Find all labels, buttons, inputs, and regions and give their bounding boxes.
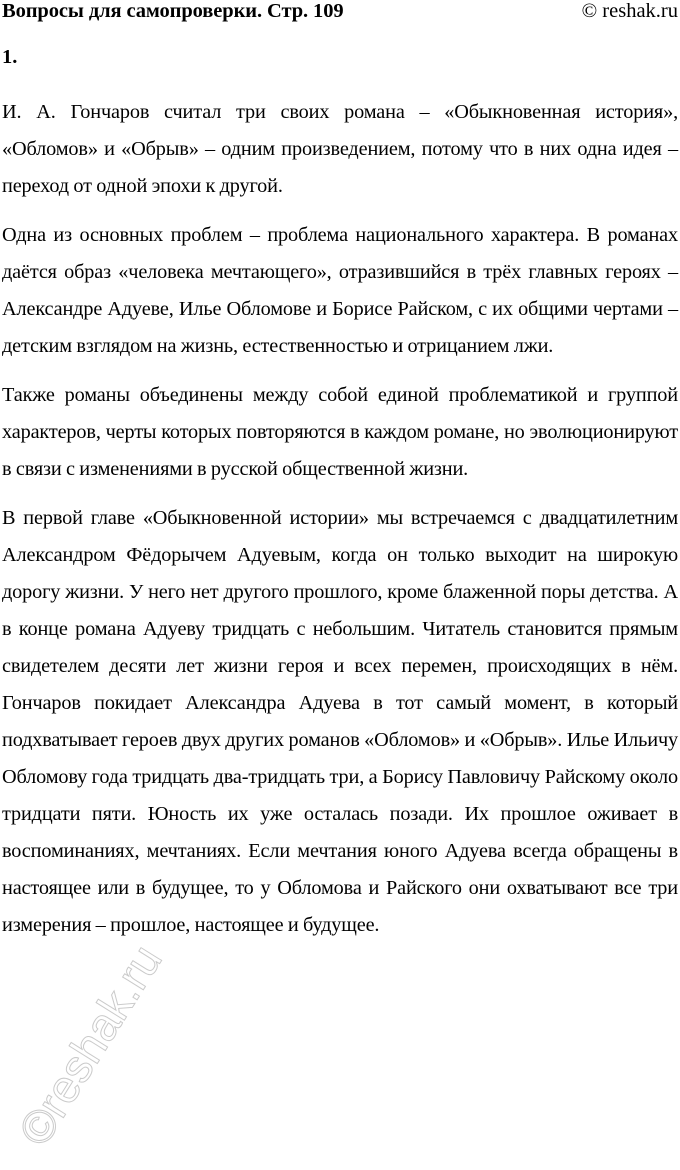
page-title: Вопросы для самопроверки. Стр. 109 [2,0,344,22]
paragraph: Также романы объединены между собой единой проблематикой и группой характеров, черты которых повторяются в каждом романе, но эволюционируют в связи с изменениями в русской общественной жизни. [2,384,678,480]
paragraph: В первой главе «Обыкновенной истории» мы встречаемся с двадцатилетним Александром Фёдорычем Адуевым, когда он только выходит на широкую дорогу жизни. У него нет другого прошлого, кроме блаженной поры детства. А в конце романа Адуеву тридцать с небольшим. Читатель становится прямым свидетелем десяти лет жизни героя и всех перемен, происходящих в нём. Гончаров покидает Александра Адуева в тот самый момент, в который подхватывает героев двух других романов «Обломов» и «Обрыв». Илье Ильичу Обломову года тридцать два-тридцать три, а Борису Павловичу Райскому около тридцати пяти. Юность их уже осталась позади. Их прошлое оживает в воспоминаниях, мечтаниях. Если мечтания юного Адуева всегда обращены в настоящее или в будущее, то у Обломова и Райского они охватывают все три измерения – прошлое, настоящее и будущее. [2,507,678,936]
answer-body [2,94,678,956]
watermark: ©reshak.ru [8,935,172,1155]
paragraph: И. А. Гончаров считал три своих романа – «Обыкновенная история», «Обломов» и «Обрыв» – одним произведением, потому что в них одна идея – переход от одной эпохи к другой. [2,101,678,197]
question-number: 1. [2,46,18,68]
copyright-label: © reshak.ru [581,0,678,22]
page-header [2,0,678,26]
paragraph: Одна из основных проблем – проблема национального характера. В романах даётся образ «человека мечтающего», отразившийся в трёх главных героях – Александре Адуеве, Илье Обломове и Борисе Райском, с их общими чертами – детским взглядом на жизнь, естественностью и отрицанием лжи. [2,224,678,357]
